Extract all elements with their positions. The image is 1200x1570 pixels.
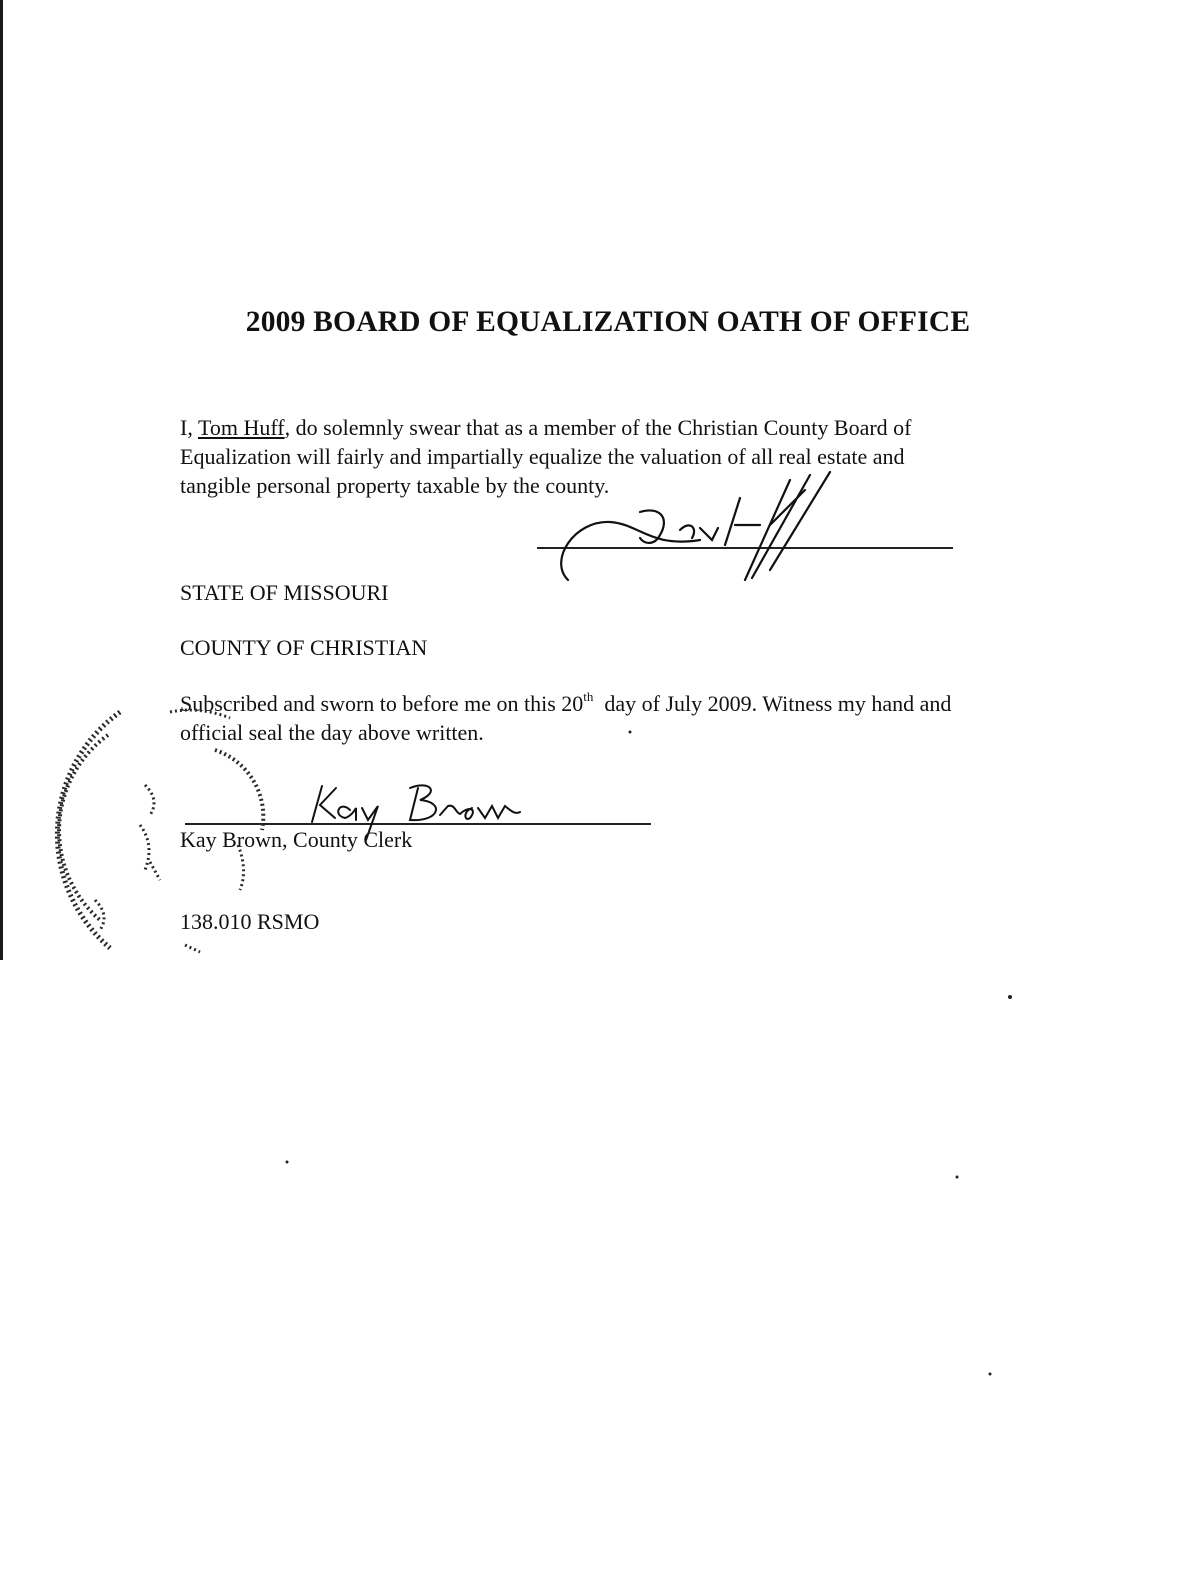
statute-reference: 138.010 RSMO bbox=[180, 909, 320, 934]
document-title: 2009 BOARD OF EQUALIZATION OATH OF OFFICE bbox=[245, 306, 971, 338]
oath-line-1-rest: , do solemnly swear that as a member of the Christian County Board of bbox=[284, 415, 912, 440]
sworn-line-1-post: day of July 2009. Witness my hand and bbox=[593, 691, 952, 716]
oath-line-2: Equalization will fairly and impartially equalize the valuation of all real estate and bbox=[180, 444, 905, 469]
member-signature bbox=[561, 472, 830, 580]
day-ordinal-suffix: th bbox=[583, 688, 594, 704]
oath-line-3: tangible personal property taxable by the county. bbox=[180, 473, 610, 498]
sworn-line-2: official seal the day above written. bbox=[180, 720, 484, 745]
county-line: COUNTY OF CHRISTIAN bbox=[180, 635, 428, 660]
member-name: Tom Huff bbox=[197, 415, 285, 440]
scan-specks bbox=[286, 731, 1013, 1376]
clerk-signature bbox=[312, 785, 520, 840]
sworn-line-1-pre: Subscribed and sworn to before me on this 20 bbox=[180, 691, 584, 716]
county-seal-stamp bbox=[57, 710, 263, 952]
state-line: STATE OF MISSOURI bbox=[180, 580, 389, 605]
oath-prefix: I, bbox=[180, 415, 198, 440]
clerk-caption: Kay Brown, County Clerk bbox=[180, 827, 413, 852]
